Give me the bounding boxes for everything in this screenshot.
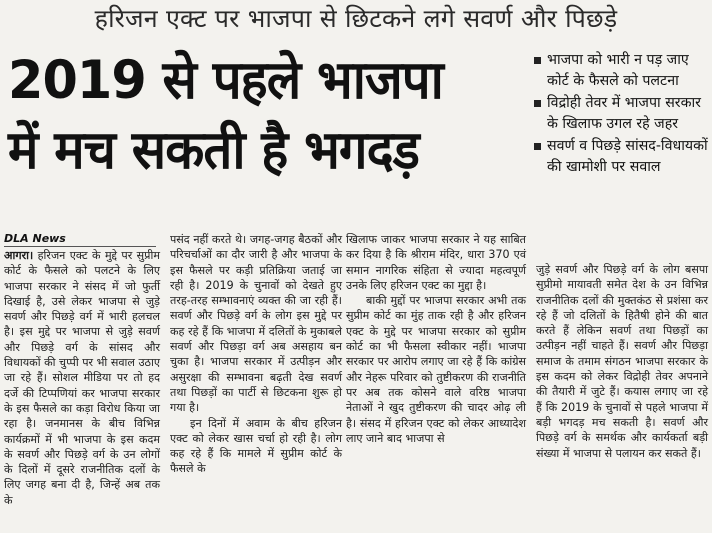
headline-line-2: में मच सकती है भगदड़ bbox=[8, 120, 419, 181]
highlight-text: भाजपा को भारी न पड़ जाए कोर्ट के फैसले को पलटना bbox=[547, 52, 689, 89]
article-column-2 bbox=[170, 232, 342, 477]
highlight-text: सवर्ण व पिछड़े सांसद-विधायकों की खामोशी पर सवाल bbox=[547, 138, 708, 175]
square-bullet-icon bbox=[534, 57, 541, 64]
dateline: आगरा। bbox=[4, 249, 34, 262]
article-column-4 bbox=[536, 262, 708, 461]
byline-divider bbox=[4, 246, 156, 247]
article-column-1 bbox=[4, 248, 160, 508]
square-bullet-icon bbox=[534, 100, 541, 107]
kicker-headline: हरिजन एक्ट पर भाजपा से छिटकने लगे सवर्ण और पिछड़े bbox=[94, 4, 618, 33]
headline-line-1: 2019 से पहले भाजपा bbox=[8, 50, 443, 111]
column-paragraph: खिलाफ जाकर भाजपा सरकार ने यह साबित कर दिया है कि श्रीराम मंदिर, धारा 370 एवं समान नागरिक संहिता से ज्यादा महत्वपूर्ण उनके लिए हरिजन एक्ट का मुद्दा है। bbox=[346, 233, 526, 292]
column-paragraph: इन दिनों में अवाम के बीच हरिजन एक्ट को लेकर खास चर्चा हो रही है। लोग कह रहे हैं कि मामले में सुप्रीम कोर्ट के फैसले के bbox=[170, 416, 342, 476]
column-paragraph: जुड़े सवर्ण और पिछड़े वर्ग के लोग बसपा सुप्रीमो मायावती समेत देश के उन विभिन्न राजनीतिक दलों की मुक्तकंठ से प्रशंसा कर रहे हैं जो दलितों के हितैषी होने की बात करते हैं लेकिन सवर्ण तथा पिछड़ों का उत्पीड़न नहीं चाहते हैं। सवर्ण और पिछड़ा समाज के तमाम संगठन भाजपा सरकार के इस कदम को लेकर विद्रोही तेवर अपनाने की तैयारी में जुटे हैं। कयास लगाए जा रहे हैं कि 2019 के चुनावों से पहले भाजपा में बड़ी भगदड़ मच सकती है। सवर्ण और पिछड़े वर्ग के समर्थक और कार्यकर्ता बड़ी संख्या में भाजपा से पलायन कर सकते हैं। bbox=[536, 263, 708, 460]
main-headline bbox=[8, 46, 507, 186]
column-paragraph: बाकी मुद्दों पर भाजपा सरकार अभी तक सुप्रीम कोर्ट का मुंह ताक रही है और हरिजन एक्ट के मुद्दे पर भाजपा सरकार को सुप्रीम कोर्ट का भी फैसला स्वीकार नहीं। भाजपा सरकार पर आरोप लगाए जा रहे हैं कि कांग्रेस और नेहरू परिवार को तुष्टीकरण की राजनीति पर अब तक कोसने वाले वरिष्ठ भाजपा नेताओं ने खुद तुष्टीकरण की चादर ओढ़ ली है। संसद में हरिजन एक्ट को लेकर आध्यादेश लाए जाने बाद भाजपा से bbox=[346, 294, 526, 445]
highlight-item bbox=[534, 50, 710, 91]
highlights-box bbox=[534, 50, 710, 179]
highlight-text: विद्रोही तेवर में भाजपा सरकार के खिलाफ उगल रहे जहर bbox=[547, 95, 701, 132]
byline: DLA News bbox=[4, 232, 66, 245]
article-column-3 bbox=[346, 232, 526, 446]
column-text: हरिजन एक्ट के मुद्दे पर सुप्रीम कोर्ट के फैसले को पलटने के लिए भाजपा सरकार ने संसद में जो फुर्ती दिखाई है, उसे लेकर भाजपा से जुड़े सवर्ण और पिछड़े वर्ग में भारी हलचल है। इस मुद्दे पर भाजपा से जुड़े सवर्ण और पिछड़े वर्ग के सांसद और विधायकों की चुप्पी पर भी सवाल उठाए जा रहे हैं। सोशल मीडिया पर तो हद दर्जे की टिप्पणियां कर भाजपा सरकार के इस फैसले का कड़ा विरोध किया जा रहा है। जनमानस के बीच विभिन्न कार्यक्रमों में भी भाजपा के इस कदम के सवर्ण और पिछड़े वर्ग के उन लोगों के दिलों में दूसरे राजनीतिक दलों के लिए जगह बना दी है, जिन्हें अब तक के bbox=[4, 249, 160, 507]
highlight-item bbox=[534, 136, 710, 177]
highlight-item bbox=[534, 93, 710, 134]
column-paragraph: पसंद नहीं करते थे। जगह-जगह बैठकों और परिचर्चाओं का दौर जारी है और भाजपा के इस फैसले पर कड़ी प्रतिक्रिया जताई जा रही है। 2019 के चुनावों को देखते हुए तरह-तरह सम्भावनाएं व्यक्त की जा रही हैं। सवर्ण और पिछड़े वर्ग के लोग इस मुद्दे पर कह रहे हैं कि भाजपा में दलितों के मुकाबले सवर्ण और पिछड़ा वर्ग अब असहाय बन चुका है। भाजपा सरकार में उत्पीड़न और असुरक्षा की सम्भावना बढ़ती देख सवर्ण तथा पिछड़ों का पार्टी से छिटकना शुरू हो गया है। bbox=[170, 233, 342, 415]
square-bullet-icon bbox=[534, 143, 541, 150]
